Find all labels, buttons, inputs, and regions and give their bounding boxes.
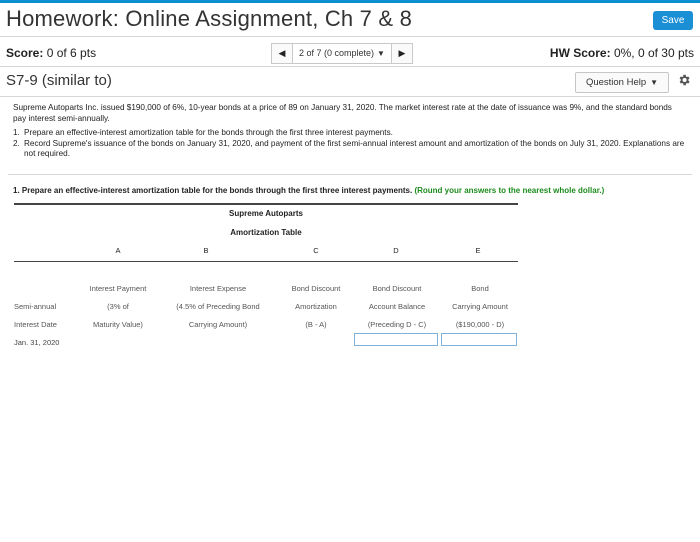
item-text: Record Supreme's issuance of the bonds on January 31, 2020, and payment of the first semi-annual interest amount and amortization of the bonds on July 31, 2020. Explanations are not required. — [24, 138, 685, 158]
question-id: S7-9 (similar to) — [6, 72, 112, 89]
column-letter-c: C — [313, 246, 319, 255]
divider — [0, 96, 700, 97]
column-letter-e: E — [475, 246, 481, 255]
table-title: Supreme Autoparts — [229, 209, 303, 218]
triangle-left-icon: ◀ — [278, 47, 286, 58]
column-letter-d: D — [393, 246, 399, 255]
table-top-border — [14, 203, 518, 205]
hw-score — [550, 46, 694, 60]
divider — [0, 66, 700, 67]
column-header-c-line3: (B - A) — [305, 320, 327, 329]
row-date-jan-31-2020: Jan. 31, 2020 — [14, 338, 60, 347]
column-header-a-line1: Interest Payment — [89, 284, 147, 293]
save-button[interactable]: Save — [653, 11, 693, 30]
column-header-e-line1: Bond — [471, 284, 489, 293]
gear-icon[interactable] — [677, 73, 691, 87]
row-header-line: Interest Date — [14, 320, 57, 329]
question-items — [13, 128, 685, 160]
column-header-e-line3: ($190,000 - D) — [455, 320, 505, 329]
next-question-button[interactable] — [391, 43, 413, 64]
table-header-border — [14, 261, 518, 262]
score-label: Score: — [6, 46, 44, 60]
question-intro: Supreme Autoparts Inc. issued $190,000 of 6%, 10-year bonds at a price of 89 on January 31, 2020. The market interest rate at the date of issuance was 9%, and the standard bonds pay interest semi-annually. — [13, 103, 672, 123]
column-header-a-line2: (3% of — [107, 302, 129, 311]
list-item — [13, 128, 685, 139]
column-letter-a: A — [115, 246, 121, 255]
column-header-c-line1: Bond Discount — [291, 284, 341, 293]
column-header-d-line2: Account Balance — [368, 302, 426, 311]
question-help-button[interactable] — [575, 72, 669, 93]
bond-carrying-amount-input[interactable] — [441, 333, 517, 346]
top-accent-line — [0, 0, 700, 3]
divider — [0, 36, 700, 37]
column-header-e-line2: Carrying Amount — [452, 302, 508, 311]
column-header-c-line2: Amortization — [295, 302, 337, 311]
item-number: 1. — [13, 128, 20, 137]
caret-down-icon: ▼ — [377, 48, 385, 58]
hw-score-label: HW Score: — [549, 46, 611, 60]
score-value: 0 of 6 pts — [46, 46, 97, 60]
column-header-d-line3: (Preceding D - C) — [367, 320, 427, 329]
question-position: 2 of 7 (0 complete) — [299, 48, 375, 58]
part1-instruction: (Round your answers to the nearest whole dollar.) — [414, 186, 605, 195]
list-item — [13, 139, 685, 160]
previous-question-button[interactable] — [271, 43, 293, 64]
question-navigator — [271, 43, 413, 63]
hw-score-value: 0%, 0 of 30 pts — [613, 46, 694, 60]
column-header-b-line2: (4.5% of Preceding Bond — [176, 302, 260, 311]
triangle-right-icon: ▶ — [398, 47, 406, 58]
part1-prompt — [13, 186, 604, 195]
column-header-b-line1: Interest Expense — [189, 284, 247, 293]
bond-discount-balance-input[interactable] — [354, 333, 438, 346]
column-header-b-line3: Carrying Amount) — [188, 320, 248, 329]
row-header-line: Semi-annual — [14, 302, 57, 311]
page-title: Homework: Online Assignment, Ch 7 & 8 — [6, 6, 413, 31]
caret-down-icon: ▼ — [650, 78, 659, 87]
table-subtitle: Amortization Table — [230, 228, 302, 237]
divider — [8, 174, 692, 175]
column-header-d-line1: Bond Discount — [372, 284, 422, 293]
item-text: Prepare an effective-interest amortization table for the bonds through the first three interest payments. — [24, 128, 393, 137]
question-help-label: Question Help — [585, 77, 647, 88]
column-header-a-line3: Maturity Value) — [93, 320, 143, 329]
score — [6, 46, 96, 60]
item-number: 2. — [13, 138, 20, 148]
question-select[interactable] — [293, 43, 391, 64]
part1-question: 1. Prepare an effective-interest amortization table for the bonds through the first three interest payments. — [13, 186, 413, 195]
column-letter-b: B — [203, 246, 209, 255]
